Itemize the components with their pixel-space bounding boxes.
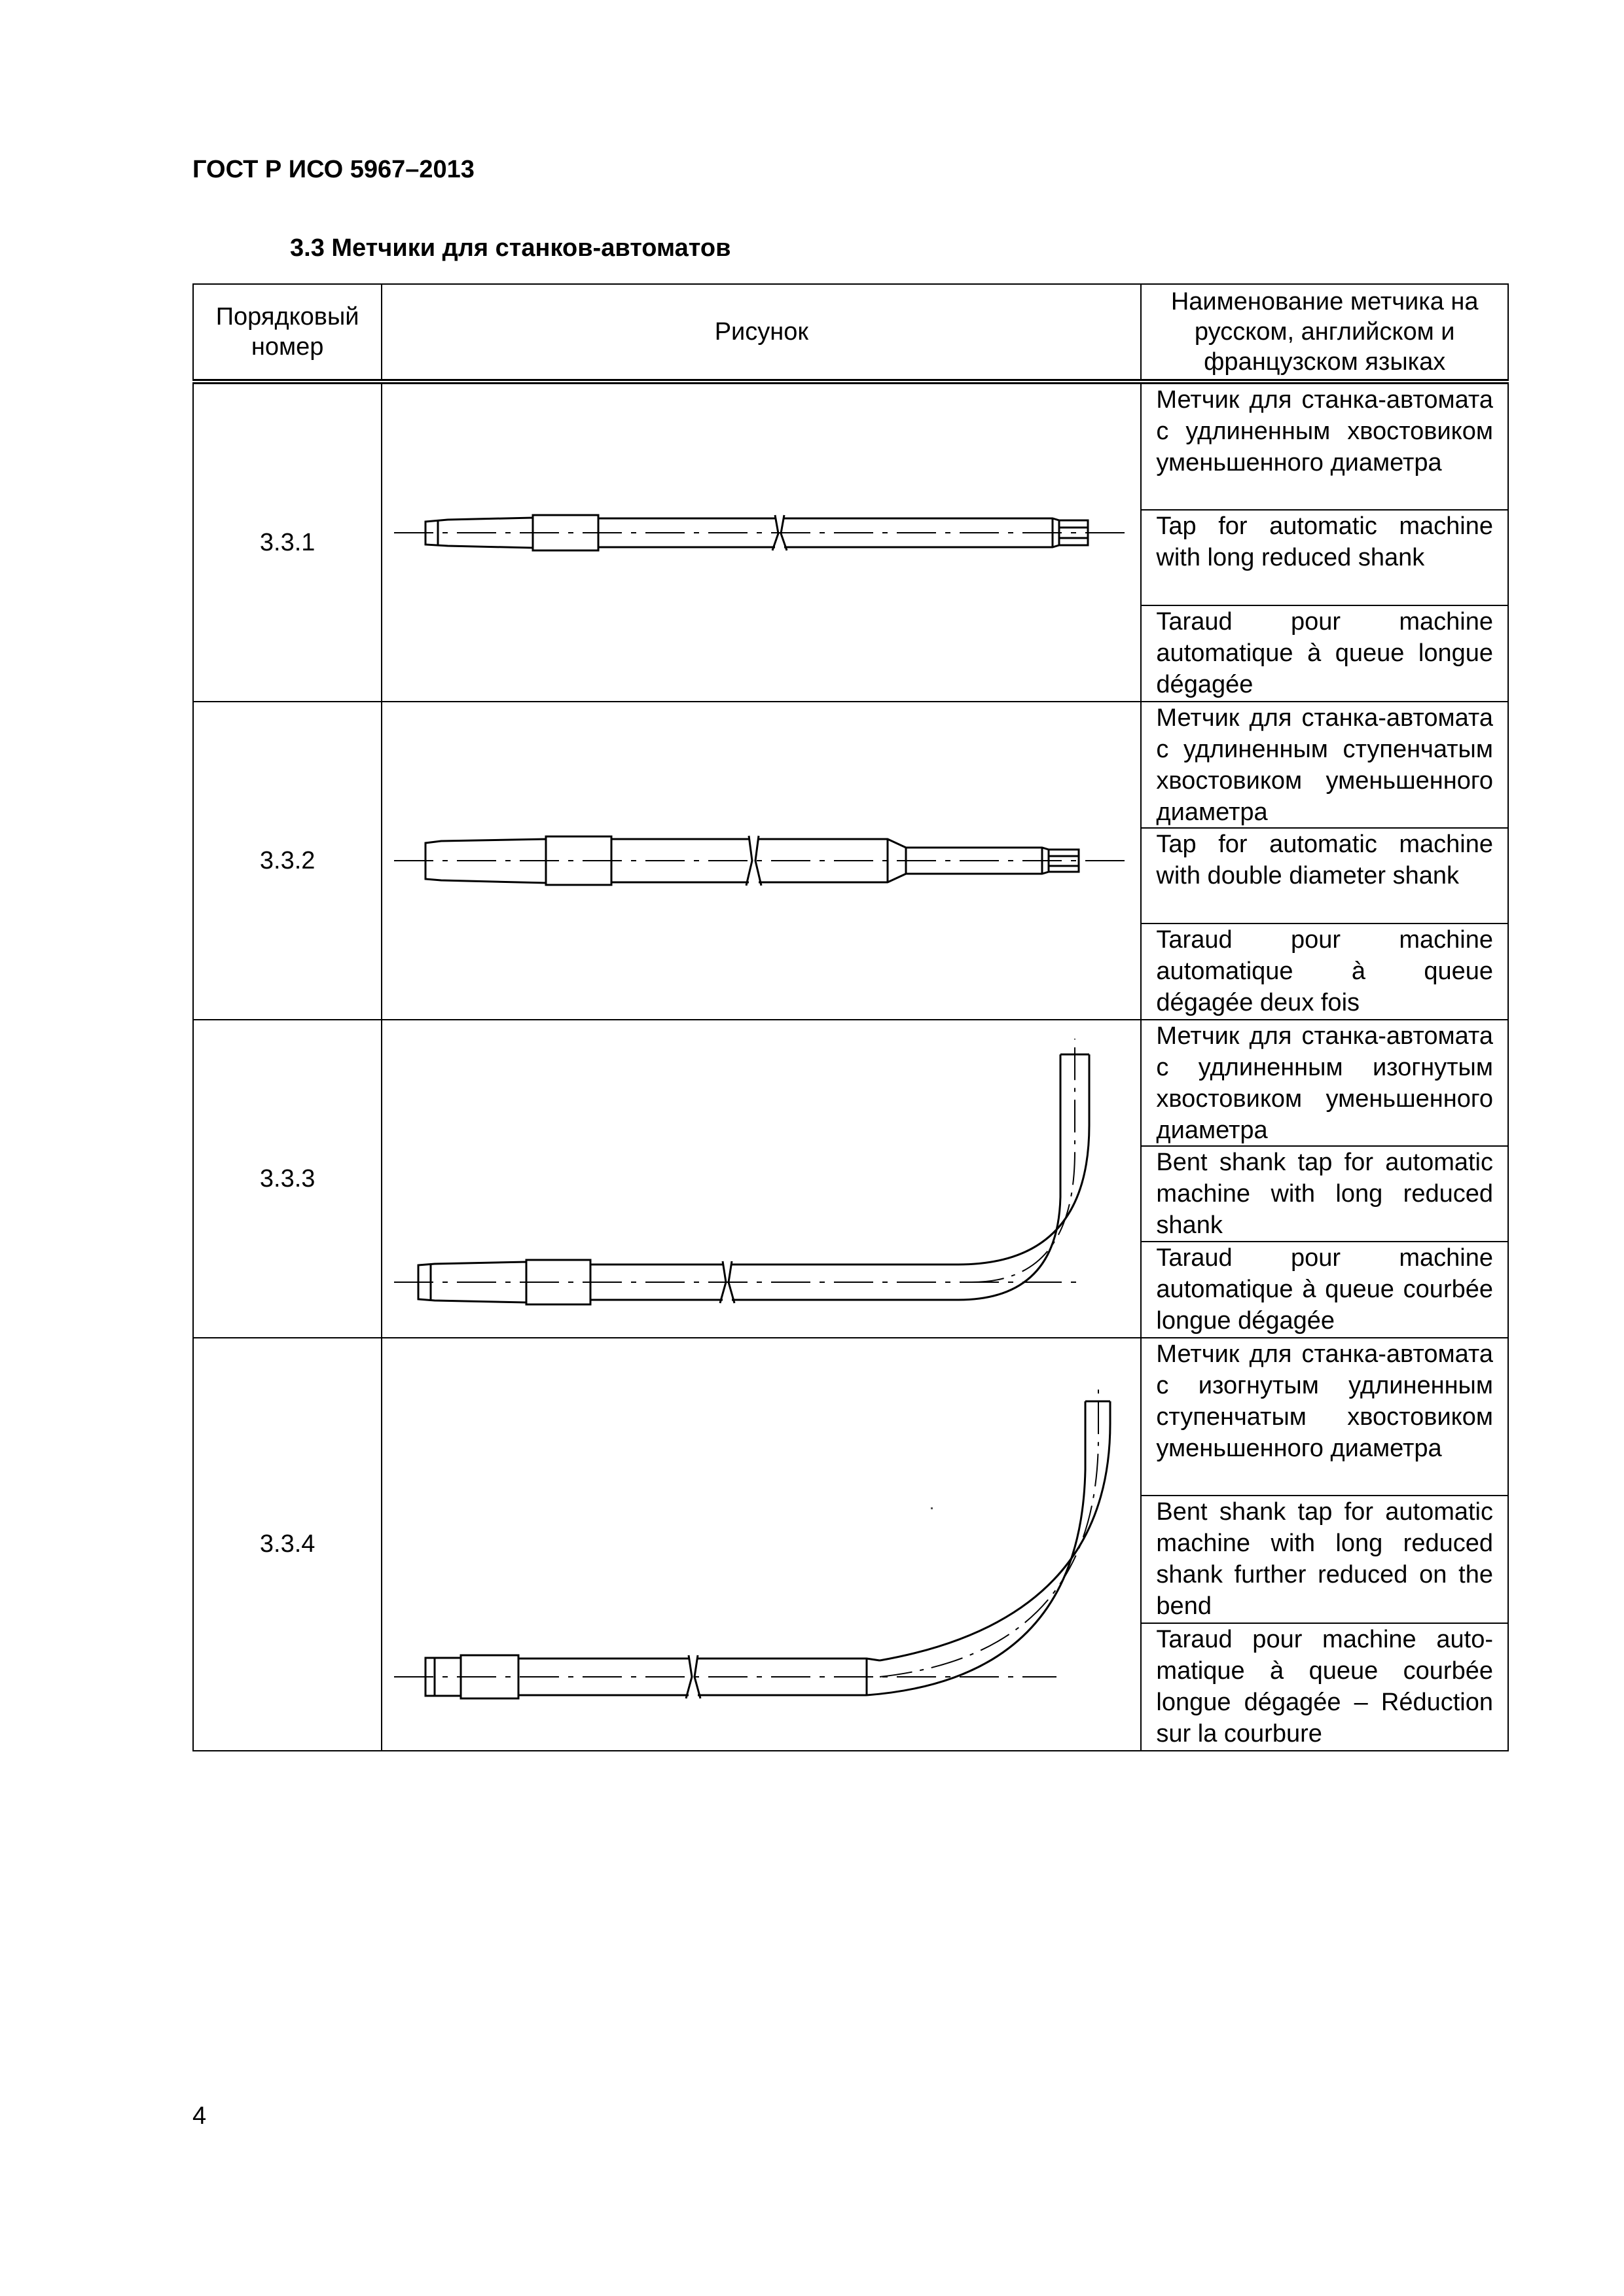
- page-number: 4: [192, 2102, 207, 2130]
- row-names: [1141, 1338, 1508, 1751]
- table-header-row: [193, 284, 1508, 382]
- straight-tap-long-reduced-shank-drawing: [382, 384, 1141, 701]
- bent-shank-tap-drawing: [382, 1020, 1141, 1337]
- row-figure: [382, 1338, 1141, 1751]
- name-french: Taraud pour machine automatique à queue courbée longue dégagée: [1156, 1244, 1493, 1335]
- scan-speck: [931, 1507, 933, 1509]
- straight-tap-double-diameter-shank-drawing: [382, 702, 1141, 1019]
- name-french: Taraud pour machine automatique à queue longue dégagée: [1156, 608, 1493, 698]
- name-russian: Метчик для станка-автомата с удлиненным хвостовиком уменьшенного диаметра: [1142, 384, 1507, 511]
- row-names: [1141, 382, 1508, 702]
- name-russian: Метчик для станка-автомата с удлиненным ступенчатым хвостовиком уменьшенного диаметра: [1142, 702, 1507, 829]
- row-names: [1141, 702, 1508, 1020]
- row-number: 3.3.4: [193, 1338, 382, 1751]
- table-row: [193, 702, 1508, 1020]
- name-english: Bent shank tap for automatic machine with long reduced shank: [1142, 1147, 1507, 1242]
- row-figure: [382, 702, 1141, 1020]
- tap-table: [192, 283, 1509, 1751]
- table-row: [193, 382, 1508, 702]
- document-code-header: ГОСТ Р ИСО 5967–2013: [192, 156, 475, 183]
- name-english: Bent shank tap for automatic machine with long reduced shank further reduced on the bend: [1142, 1496, 1507, 1624]
- column-header-figure: Рисунок: [382, 284, 1141, 382]
- name-english: Tap for automatic machine with double diameter shank: [1142, 829, 1507, 924]
- name-russian: Метчик для станка-автомата с изогнутым удлиненным ступенчатым хвостовиком уменьшенного диаметра: [1142, 1338, 1507, 1496]
- column-header-name: Наименование метчика на русском, английском и французском языках: [1141, 284, 1508, 382]
- name-french: Taraud pour machine auto-matique à queue courbée longue dégagée – Réduction sur la courbure: [1156, 1626, 1493, 1748]
- row-number: 3.3.2: [193, 702, 382, 1020]
- row-figure: [382, 1020, 1141, 1338]
- row-figure: [382, 382, 1141, 702]
- row-number: 3.3.1: [193, 382, 382, 702]
- column-header-number: Порядковый номер: [193, 284, 382, 382]
- name-russian: Метчик для станка-автомата с удлиненным изогнутым хвостовиком уменьшенного диаметра: [1142, 1020, 1507, 1147]
- name-english: Tap for automatic machine with long reduced shank: [1142, 511, 1507, 606]
- section-title: 3.3 Метчики для станков-автоматов: [290, 234, 731, 262]
- table-row: [193, 1338, 1508, 1751]
- row-number: 3.3.3: [193, 1020, 382, 1338]
- table-row: [193, 1020, 1508, 1338]
- row-names: [1141, 1020, 1508, 1338]
- bent-shank-tap-reduced-on-bend-drawing: [382, 1338, 1141, 1750]
- name-french: Taraud pour machine automatique à queue dégagée deux fois: [1156, 926, 1493, 1016]
